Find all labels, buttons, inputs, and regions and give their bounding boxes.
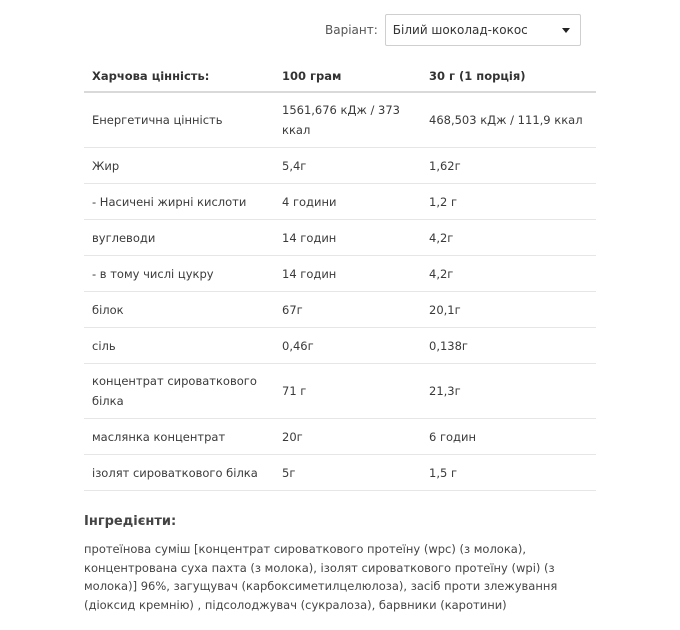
nutrition-table [84, 60, 596, 491]
row-per-100: 71 г [274, 364, 421, 419]
table-row [84, 148, 596, 184]
row-per-serving: 4,2г [421, 220, 596, 256]
table-row [84, 256, 596, 292]
row-name: сіль [84, 328, 274, 364]
table-row [84, 419, 596, 455]
row-name: маслянка концентрат [84, 419, 274, 455]
variant-selected-value: Білий шоколад-кокос [392, 23, 528, 37]
row-name: - Насичені жирні кислоти [84, 184, 274, 220]
chevron-down-icon [562, 28, 570, 33]
table-row [84, 364, 596, 419]
row-name: білок [84, 292, 274, 328]
variant-row [325, 14, 581, 46]
row-per-100: 67г [274, 292, 421, 328]
header-per-100: 100 грам [274, 60, 421, 92]
row-name: ізолят сироваткового білка [84, 455, 274, 491]
row-per-100: 14 годин [274, 220, 421, 256]
row-per-serving: 1,2 г [421, 184, 596, 220]
table-row [84, 292, 596, 328]
ingredients-text: протеїнова суміш [концентрат сироваткового протеїну (wpc) (з молока), концентрована суха пахта (з молока), ізолят сироваткового протеїну (wpi) (з молока)] 96%, загущувач (карбоксиметилцелюлоза), засіб проти злежування (діоксид кремнію) , підсолоджувач (сукралоза), барвники (каротини) [84, 542, 558, 612]
ingredients-title: Інгредієнти: [84, 514, 177, 529]
row-name: Жир [84, 148, 274, 184]
row-per-serving: 1,5 г [421, 455, 596, 491]
table-row [84, 220, 596, 256]
row-per-serving: 4,2г [421, 256, 596, 292]
row-per-serving: 0,138г [421, 328, 596, 364]
row-per-serving: 21,3г [421, 364, 596, 419]
row-per-100: 5,4г [274, 148, 421, 184]
table-row [84, 184, 596, 220]
row-name: - в тому числі цукру [84, 256, 274, 292]
row-per-100: 1561,676 кДж / 373 ккал [274, 92, 421, 148]
row-per-100: 4 години [274, 184, 421, 220]
row-per-serving: 6 годин [421, 419, 596, 455]
table-row [84, 455, 596, 491]
row-name: вуглеводи [84, 220, 274, 256]
row-per-100: 0,46г [274, 328, 421, 364]
variant-label: Варіант: [325, 23, 378, 37]
table-header-row [84, 60, 596, 92]
row-per-serving: 20,1г [421, 292, 596, 328]
table-row [84, 92, 596, 148]
row-per-serving: 1,62г [421, 148, 596, 184]
row-per-serving: 468,503 кДж / 111,9 ккал [421, 92, 596, 148]
row-per-100: 14 годин [274, 256, 421, 292]
header-nutrition: Харчова цінність: [84, 60, 274, 92]
row-per-100: 20г [274, 419, 421, 455]
variant-select[interactable] [385, 14, 581, 46]
header-per-serving: 30 г (1 порція) [421, 60, 596, 92]
row-per-100: 5г [274, 455, 421, 491]
table-row [84, 328, 596, 364]
row-name: Енергетична цінність [84, 92, 274, 148]
row-name: концентрат сироваткового білка [84, 364, 274, 419]
